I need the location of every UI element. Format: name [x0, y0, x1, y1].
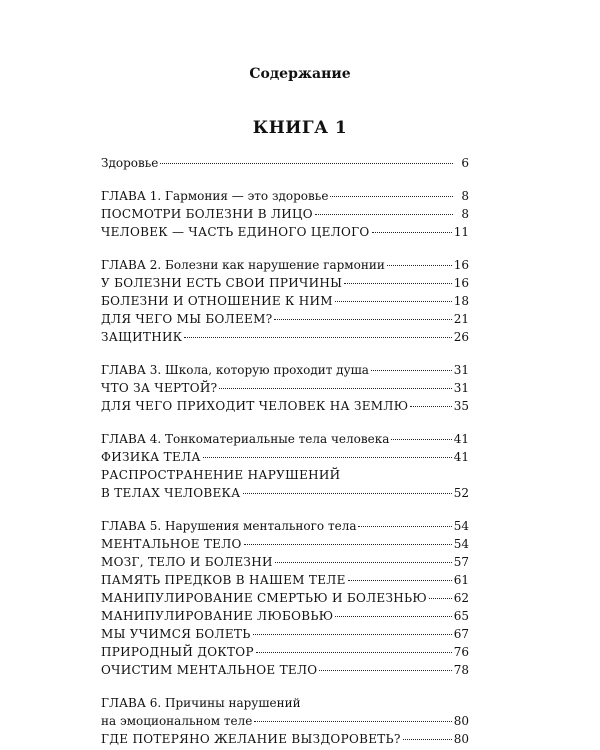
dot-leader	[330, 196, 453, 197]
toc-entry-title: ПАМЯТЬ ПРЕДКОВ В НАШЕМ ТЕЛЕ	[101, 573, 346, 587]
dot-leader	[358, 526, 451, 527]
toc-entry-page: 21	[453, 312, 469, 326]
toc-entry-page: 26	[453, 330, 469, 344]
toc-entry-page: 41	[453, 432, 469, 446]
dot-leader	[160, 163, 453, 164]
toc-entry-title: ГЛАВА 2. Болезни как нарушение гармонии	[101, 258, 385, 272]
dot-leader	[319, 670, 451, 671]
toc-entry-title: ДЛЯ ЧЕГО МЫ БОЛЕЕМ?	[101, 312, 273, 326]
toc-entry	[101, 571, 469, 589]
toc-entry	[101, 607, 469, 625]
toc-entry-page: 41	[453, 450, 469, 464]
dot-leader	[254, 721, 451, 722]
toc-entry-page: 62	[453, 591, 469, 605]
toc-entry-title: БОЛЕЗНИ И ОТНОШЕНИЕ К НИМ	[101, 294, 333, 308]
toc-entry-title: ЧТО ЗА ЧЕРТОЙ?	[101, 381, 218, 395]
toc-entry-title: МАНИПУЛИРОВАНИЕ ЛЮБОВЬЮ	[101, 609, 334, 623]
toc-entry-title: ПОСМОТРИ БОЛЕЗНИ В ЛИЦО	[101, 207, 313, 221]
dot-leader	[219, 388, 451, 389]
toc-entry	[101, 712, 469, 730]
toc-entry-title: ЗАЩИТНИК	[101, 330, 183, 344]
toc-entry-title: МЫ УЧИМСЯ БОЛЕТЬ	[101, 627, 251, 641]
toc-entry-page: 54	[453, 519, 469, 533]
dot-leader	[335, 301, 452, 302]
toc-entry-title: РАСПРОСТРАНЕНИЕ НАРУШЕНИЙ	[101, 468, 341, 482]
toc-entry	[101, 205, 469, 223]
toc-entry	[101, 310, 469, 328]
toc-entry-page: 8	[461, 207, 469, 221]
toc-entry	[101, 535, 469, 553]
dot-leader	[203, 457, 452, 458]
toc-entry-page: 11	[453, 225, 469, 239]
toc-entry-page: 65	[453, 609, 469, 623]
toc-entry-page: 6	[461, 156, 469, 170]
toc-entry	[101, 154, 469, 172]
toc-entry-page: 57	[453, 555, 469, 569]
dot-leader	[387, 265, 452, 266]
toc-entry-title: ГЛАВА 4. Тонкоматериальные тела человека	[101, 432, 390, 446]
toc-entry	[101, 361, 469, 379]
toc-entry-title: на эмоциональном теле	[101, 714, 253, 728]
toc-entry-page: 8	[461, 189, 469, 203]
toc-entry-title: У БОЛЕЗНИ ЕСТЬ СВОИ ПРИЧИНЫ	[101, 276, 343, 290]
toc-entry-title: МОЗГ, ТЕЛО И БОЛЕЗНИ	[101, 555, 273, 569]
dot-leader	[371, 370, 452, 371]
toc-entry	[101, 292, 469, 310]
dot-leader	[410, 406, 451, 407]
toc-entry	[101, 517, 469, 535]
toc-entry-page: 80	[453, 714, 469, 728]
toc-entry	[101, 448, 469, 466]
toc-entry	[101, 379, 469, 397]
toc-entry	[101, 274, 469, 292]
dot-leader	[256, 652, 452, 653]
toc-entry-page: 16	[453, 258, 469, 272]
dot-leader	[244, 544, 452, 545]
toc-entry-page: 54	[453, 537, 469, 551]
toc-entry-title: ГЛАВА 6. Причины нарушений	[101, 696, 301, 710]
toc-entry-page: 61	[453, 573, 469, 587]
toc-entry	[101, 256, 469, 274]
toc-entry	[101, 430, 469, 448]
dot-leader	[253, 634, 452, 635]
toc-entry-title: ОЧИСТИМ МЕНТАЛЬНОЕ ТЕЛО	[101, 663, 318, 677]
dot-leader	[391, 439, 451, 440]
toc-entry-page: 76	[453, 645, 469, 659]
dot-leader	[344, 283, 452, 284]
toc-entry-title: ФИЗИКА ТЕЛА	[101, 450, 201, 464]
dot-leader	[335, 616, 451, 617]
dot-leader	[315, 214, 453, 215]
dot-leader	[243, 493, 452, 494]
toc-entry-title: МЕНТАЛЬНОЕ ТЕЛО	[101, 537, 242, 551]
dot-leader	[372, 232, 452, 233]
toc-entry	[101, 625, 469, 643]
toc-entry-title: ГЛАВА 5. Нарушения ментального тела	[101, 519, 357, 533]
toc-entry	[101, 694, 469, 712]
dot-leader	[348, 580, 452, 581]
toc-entry	[101, 223, 469, 241]
toc-entry	[101, 397, 469, 415]
toc-entry-page: 18	[453, 294, 469, 308]
toc-entry	[101, 187, 469, 205]
toc-entry	[101, 553, 469, 571]
toc-entry-page: 78	[453, 663, 469, 677]
dot-leader	[184, 337, 451, 338]
dot-leader	[403, 739, 452, 740]
toc-entry-page: 52	[453, 486, 469, 500]
toc-entry-page: 80	[453, 732, 469, 746]
toc-entry-title: В ТЕЛАХ ЧЕЛОВЕКА	[101, 486, 241, 500]
toc-entry-title: ГЛАВА 1. Гармония — это здоровье	[101, 189, 329, 203]
toc-entry-page: 31	[453, 381, 469, 395]
toc-entry-title: ПРИРОДНЫЙ ДОКТОР	[101, 645, 254, 659]
toc-entry	[101, 328, 469, 346]
dot-leader	[274, 319, 451, 320]
toc-entry-page: 35	[453, 399, 469, 413]
toc-entry	[101, 589, 469, 607]
toc-entry-title: ГЛАВА 3. Школа, которую проходит душа	[101, 363, 369, 377]
toc-entry-page: 16	[453, 276, 469, 290]
toc-entry-title: МАНИПУЛИРОВАНИЕ СМЕРТЬЮ И БОЛЕЗНЬЮ	[101, 591, 428, 605]
dot-leader	[275, 562, 452, 563]
toc-entry-page: 31	[453, 363, 469, 377]
toc-entry-title: Здоровье	[101, 156, 159, 170]
toc-entry-title: ДЛЯ ЧЕГО ПРИХОДИТ ЧЕЛОВЕК НА ЗЕМЛЮ	[101, 399, 409, 413]
toc-entry	[101, 643, 469, 661]
toc-entry	[101, 661, 469, 679]
contents-title: Содержание	[249, 66, 351, 82]
toc-entry-page: 67	[453, 627, 469, 641]
toc-entry-title: ЧЕЛОВЕК — ЧАСТЬ ЕДИНОГО ЦЕЛОГО	[101, 225, 370, 239]
toc-entry-title: ГДЕ ПОТЕРЯНО ЖЕЛАНИЕ ВЫЗДОРОВЕТЬ?	[101, 732, 401, 746]
toc-entry	[101, 466, 469, 484]
dot-leader	[429, 598, 452, 599]
book-title: КНИГА 1	[252, 118, 348, 138]
toc-entry	[101, 730, 469, 748]
toc-entry	[101, 484, 469, 502]
